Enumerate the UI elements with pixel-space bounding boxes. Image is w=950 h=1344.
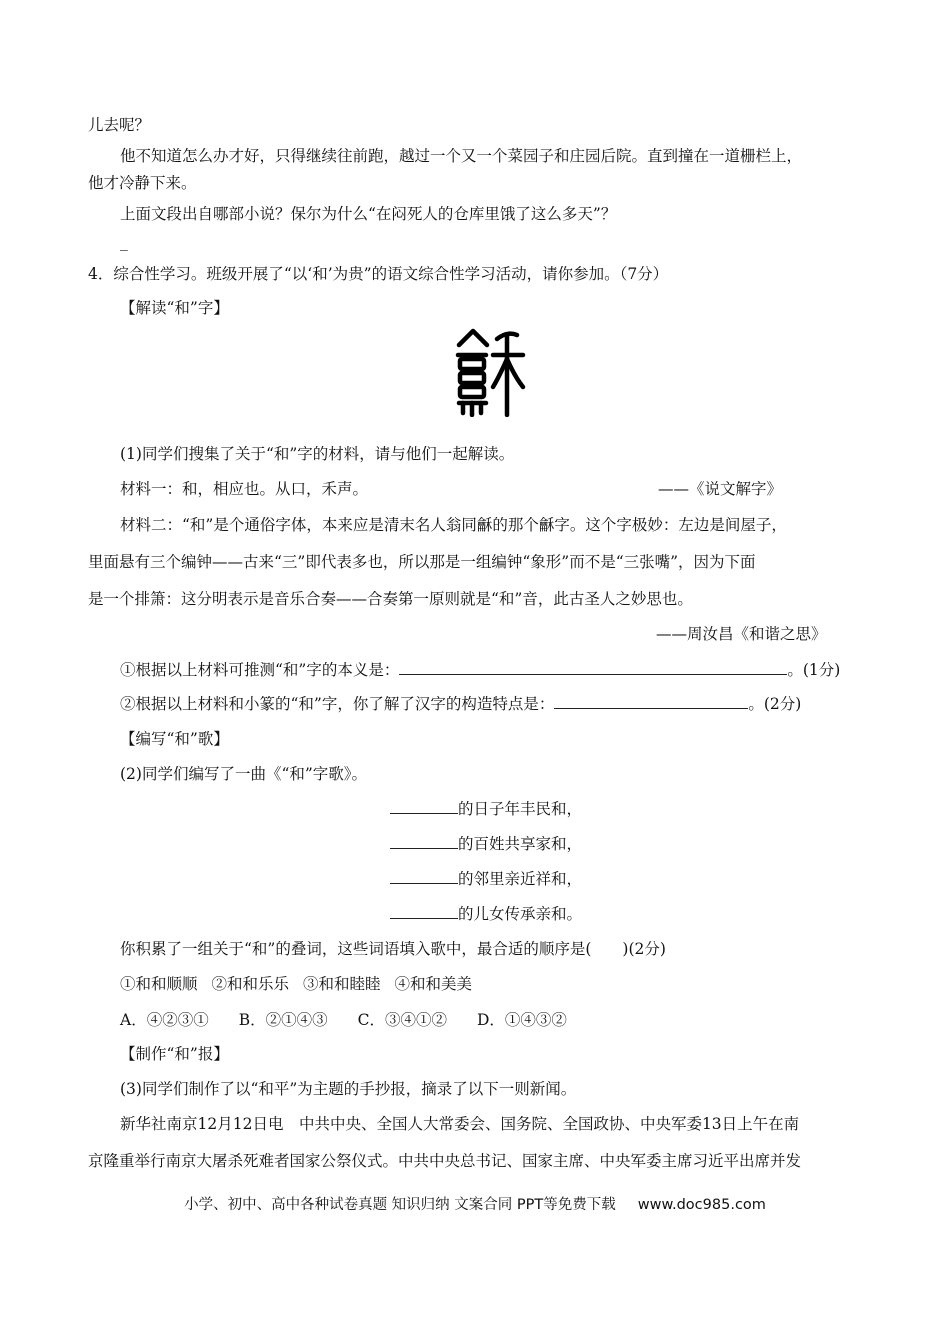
material-two-line: 里面悬有三个编钟——古来“三”即代表多也，所以那是一组编钟“象形”而不是“三张嘴”，因为下面	[88, 553, 756, 571]
song-line: 的百姓共享家和，	[390, 834, 582, 854]
news-line: 京隆重举行南京大屠杀死难者国家公祭仪式。中共中央总书记、国家主席、中央军委主席习近平出席并发	[88, 1152, 802, 1170]
material-two-line: 材料二：“和”是个通俗字体，本来应是清末名人翁同龢的那个龢字。这个字极妙：左边是间屋子，	[120, 516, 787, 534]
sub-question-1: (1)同学们搜集了关于“和”字的材料，请与他们一起解读。	[120, 445, 515, 463]
question-1b-prefix: ②根据以上材料和小篆的“和”字，你了解了汉字的构造特点是：	[120, 695, 555, 713]
choice-list	[120, 1010, 597, 1030]
question-4-title: 4．综合性学习。班级开展了“以‘和’为贵”的语文综合性学习活动，请你参加。（7分）	[88, 265, 669, 283]
word-item: ④和和美美	[394, 975, 473, 993]
choice-d[interactable]: D．①④③②	[476, 1011, 567, 1029]
answer-blank-1a[interactable]	[399, 660, 787, 675]
seal-script-he-image	[455, 325, 527, 417]
question-1a	[120, 660, 840, 680]
passage-line: 他不知道怎么办才好，只得继续往前跑，越过一个又一个菜园子和庄园后院。直到撞在一道栅栏上，	[120, 147, 803, 165]
footer-text: 小学、初中、高中各种试卷真题 知识归纳 文案合同 PPT等免费下载	[184, 1197, 616, 1213]
word-item: ②和和乐乐	[211, 975, 290, 993]
material-two-source: ——周汝昌《和谐之思》	[656, 625, 827, 643]
material-one-source: ——《说文解字》	[658, 480, 783, 498]
section-heading: 【制作“和”报】	[120, 1045, 229, 1063]
song-blank[interactable]	[390, 904, 458, 919]
choice-a[interactable]: A．④②③①	[120, 1011, 209, 1029]
choice-c[interactable]: C．③④①②	[357, 1011, 447, 1029]
material-two-line: 是一个排箫：这分明表示是音乐合奏——合奏第一原则就是“和”音，此古圣人之妙思也。	[88, 590, 693, 608]
sub-question-2: (2)同学们编写了一曲《“和”字歌》。	[120, 765, 368, 783]
passage-line: 他才冷静下来。	[88, 174, 197, 192]
word-item: ①和和顺顺	[120, 975, 198, 993]
question-1b	[120, 694, 801, 714]
passage-question: 上面文段出自哪部小说？保尔为什么“在闷死人的仓库里饿了这么多天”？	[120, 205, 617, 223]
question-2-text: 你积累了一组关于“和”的叠词，这些词语填入歌中，最合适的顺序是( )(2分)	[120, 940, 666, 958]
material-one: 材料一：和，相应也。从口，禾声。	[120, 480, 369, 498]
footer-url[interactable]: www.doc985.com	[637, 1197, 766, 1213]
song-blank[interactable]	[390, 799, 458, 814]
word-item: ③和和睦睦	[303, 975, 381, 993]
answer-blank-1b[interactable]	[554, 694, 748, 709]
question-1a-suffix: 。(1分)	[787, 661, 841, 679]
question-1b-suffix: 。(2分)	[748, 695, 802, 713]
answer-mark: _	[120, 233, 128, 251]
word-list	[120, 974, 502, 994]
news-line: 新华社南京12月12日电 中共中央、全国人大常委会、国务院、全国政协、中央军委13日上午在南	[120, 1115, 800, 1133]
section-heading: 【解读“和”字】	[120, 299, 229, 317]
song-line: 的日子年丰民和，	[390, 799, 582, 819]
question-1a-prefix: ①根据以上材料可推测“和”字的本义是：	[120, 661, 400, 679]
page-footer	[0, 1193, 950, 1214]
song-line: 的邻里亲近祥和，	[390, 869, 582, 889]
passage-line: 儿去呢？	[88, 116, 151, 134]
song-blank[interactable]	[390, 869, 458, 884]
section-heading: 【编写“和”歌】	[120, 730, 229, 748]
sub-question-3: (3)同学们制作了以“和平”为主题的手抄报，摘录了以下一则新闻。	[120, 1080, 577, 1098]
song-blank[interactable]	[390, 834, 458, 849]
choice-b[interactable]: B．②①④③	[238, 1011, 328, 1029]
song-line: 的儿女传承亲和。	[390, 904, 582, 924]
